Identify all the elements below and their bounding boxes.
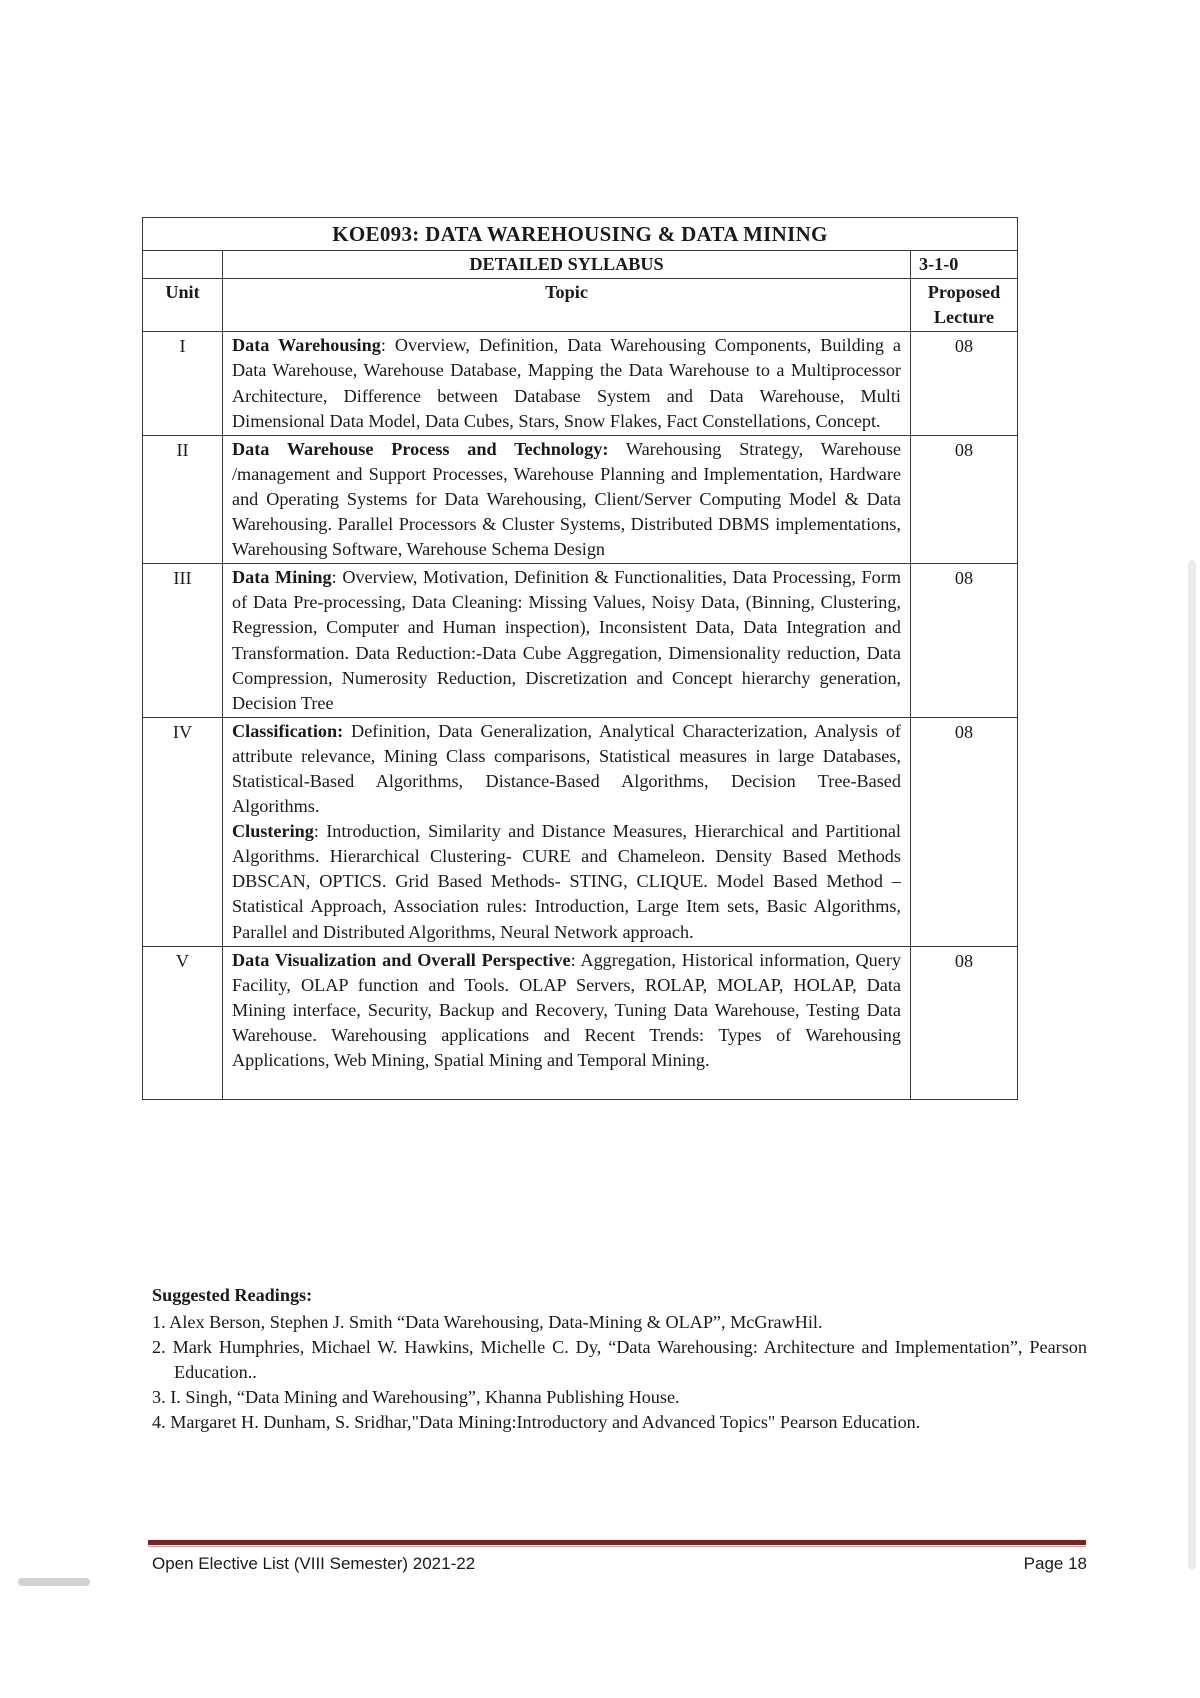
unit-number: I [143, 332, 223, 435]
readings-heading: Suggested Readings: [152, 1285, 313, 1305]
syllabus-table [142, 217, 1018, 1100]
credits: 3-1-0 [910, 251, 1017, 279]
lecture-header-line2: Lecture [933, 307, 995, 328]
topic-text: Definition, Data Generalization, Analytical Characterization, Analysis of attribute relevance, Mining Class comparisons, Statistical measures in large Databases, Statistical-Based Algorithms, Distance-Based Algorithms, Decision Tree-Based Algorithms. [232, 720, 901, 817]
course-title: KOE093: DATA WAREHOUSING & DATA MINING [143, 218, 1018, 251]
footer-document-title: Open Elective List (VIII Semester) 2021-22 [152, 1554, 476, 1573]
header-row [143, 279, 1018, 332]
topic-paragraph [232, 719, 901, 819]
topic-title: Data Warehousing [232, 335, 381, 356]
unit-number: IV [143, 717, 223, 946]
topic-header: Topic [223, 279, 911, 332]
topic-title: Data Warehouse Process and Technology: [232, 438, 609, 459]
lecture-count: 08 [910, 564, 1017, 718]
unit-topic [223, 564, 911, 718]
empty-cell [143, 251, 223, 279]
reading-item: 4. Margaret H. Dunham, S. Sridhar,"Data Mining:Introductory and Advanced Topics" Pearson Education. [152, 1412, 921, 1432]
page-indicator [18, 1578, 90, 1586]
topic-text: : Overview, Definition, Data Warehousing Components, Building a Data Warehouse, Warehouse Database, Mapping the Data Warehouse to a Multiprocessor Architecture, Difference between Database System and Data Warehouse, Multi Dimensional Data Model, Data Cubes, Stars, Snow Flakes, Fact Constellations, Concept. [232, 335, 901, 431]
unit-row [143, 332, 1018, 435]
unit-row [143, 435, 1018, 563]
reading-item: 2. Mark Humphries, Michael W. Hawkins, Michelle C. Dy, “Data Warehousing: Architecture and Implementation”, Pearson Education.. [152, 1337, 1087, 1382]
topic-text: : Introduction, Similarity and Distance Measures, Hierarchical and Partitional Algorithms. Hierarchical Clustering- CURE and Chameleon. Density Based Methods DBSCAN, OPTICS. Grid Based Methods- STING, CLIQUE. Model Based Method – Statistical Approach, Association rules: Introduction, Large Item sets, Basic Algorithms, Parallel and Distributed Algorithms, Neural Network approach. [232, 821, 901, 942]
lecture-header-line1: Proposed [927, 282, 1001, 303]
lecture-header [910, 279, 1017, 332]
scrollbar[interactable] [1188, 560, 1196, 1570]
reading-item: 3. I. Singh, “Data Mining and Warehousing”, Khanna Publishing House. [152, 1387, 680, 1407]
topic-text: : Overview, Motivation, Definition & Functionalities, Data Processing, Form of Data Pre-processing, Data Cleaning: Missing Values, Noisy Data, (Binning, Clustering, Regression, Computer and Human inspection), Inconsistent Data, Data Integration and Transformation. Data Reduction:-Data Cube Aggregation, Dimensionality reduction, Data Compression, Numerosity Reduction, Discretization and Concept hierarchy generation, Decision Tree [232, 567, 901, 713]
footer-rule [148, 1540, 1086, 1545]
lecture-count: 08 [910, 435, 1017, 563]
topic-title: Data Visualization and Overall Perspective [232, 949, 571, 970]
unit-row [143, 946, 1018, 1099]
unit-topic [223, 332, 911, 435]
topic-text: Warehousing Strategy, Warehouse /management and Support Processes, Warehouse Planning and Implementation, Hardware and Operating Systems for Data Warehousing, Client/Server Computing Model & Data Warehousing. Parallel Processors & Cluster Systems, Distributed DBMS implementations, Warehousing Software, Warehouse Schema Design [232, 438, 901, 560]
topic-title: Classification: [232, 720, 344, 741]
footer-page-number: Page 18 [1023, 1554, 1087, 1573]
unit-row [143, 564, 1018, 718]
subtitle-row [143, 251, 1018, 279]
suggested-readings [152, 1283, 1087, 1435]
lecture-count: 08 [910, 332, 1017, 435]
topic-text: : Aggregation, Historical information, Query Facility, OLAP function and Tools. OLAP Servers, ROLAP, MOLAP, HOLAP, Data Mining interface, Security, Backup and Recovery, Tuning Data Warehouse, Testing Data Warehouse. Warehousing applications and Recent Trends: Types of Warehousing Applications, Web Mining, Spatial Mining and Temporal Mining. [232, 949, 901, 1070]
topic-title: Clustering [232, 821, 314, 842]
title-row [143, 218, 1018, 251]
topic-title: Data Mining [232, 567, 332, 588]
footer-rule-thin [148, 1546, 1086, 1547]
reading-item: 1. Alex Berson, Stephen J. Smith “Data Warehousing, Data-Mining & OLAP”, McGrawHil. [152, 1312, 823, 1332]
unit-number: II [143, 435, 223, 563]
topic-paragraph [232, 819, 901, 944]
lecture-count: 08 [910, 717, 1017, 946]
unit-number: V [143, 946, 223, 1099]
detailed-syllabus-label: DETAILED SYLLABUS [223, 251, 911, 279]
lecture-count: 08 [910, 946, 1017, 1099]
unit-topic [223, 435, 911, 563]
unit-header: Unit [143, 279, 223, 332]
unit-topic [223, 946, 911, 1099]
unit-number: III [143, 564, 223, 718]
unit-topic [223, 717, 911, 946]
unit-row [143, 717, 1018, 946]
